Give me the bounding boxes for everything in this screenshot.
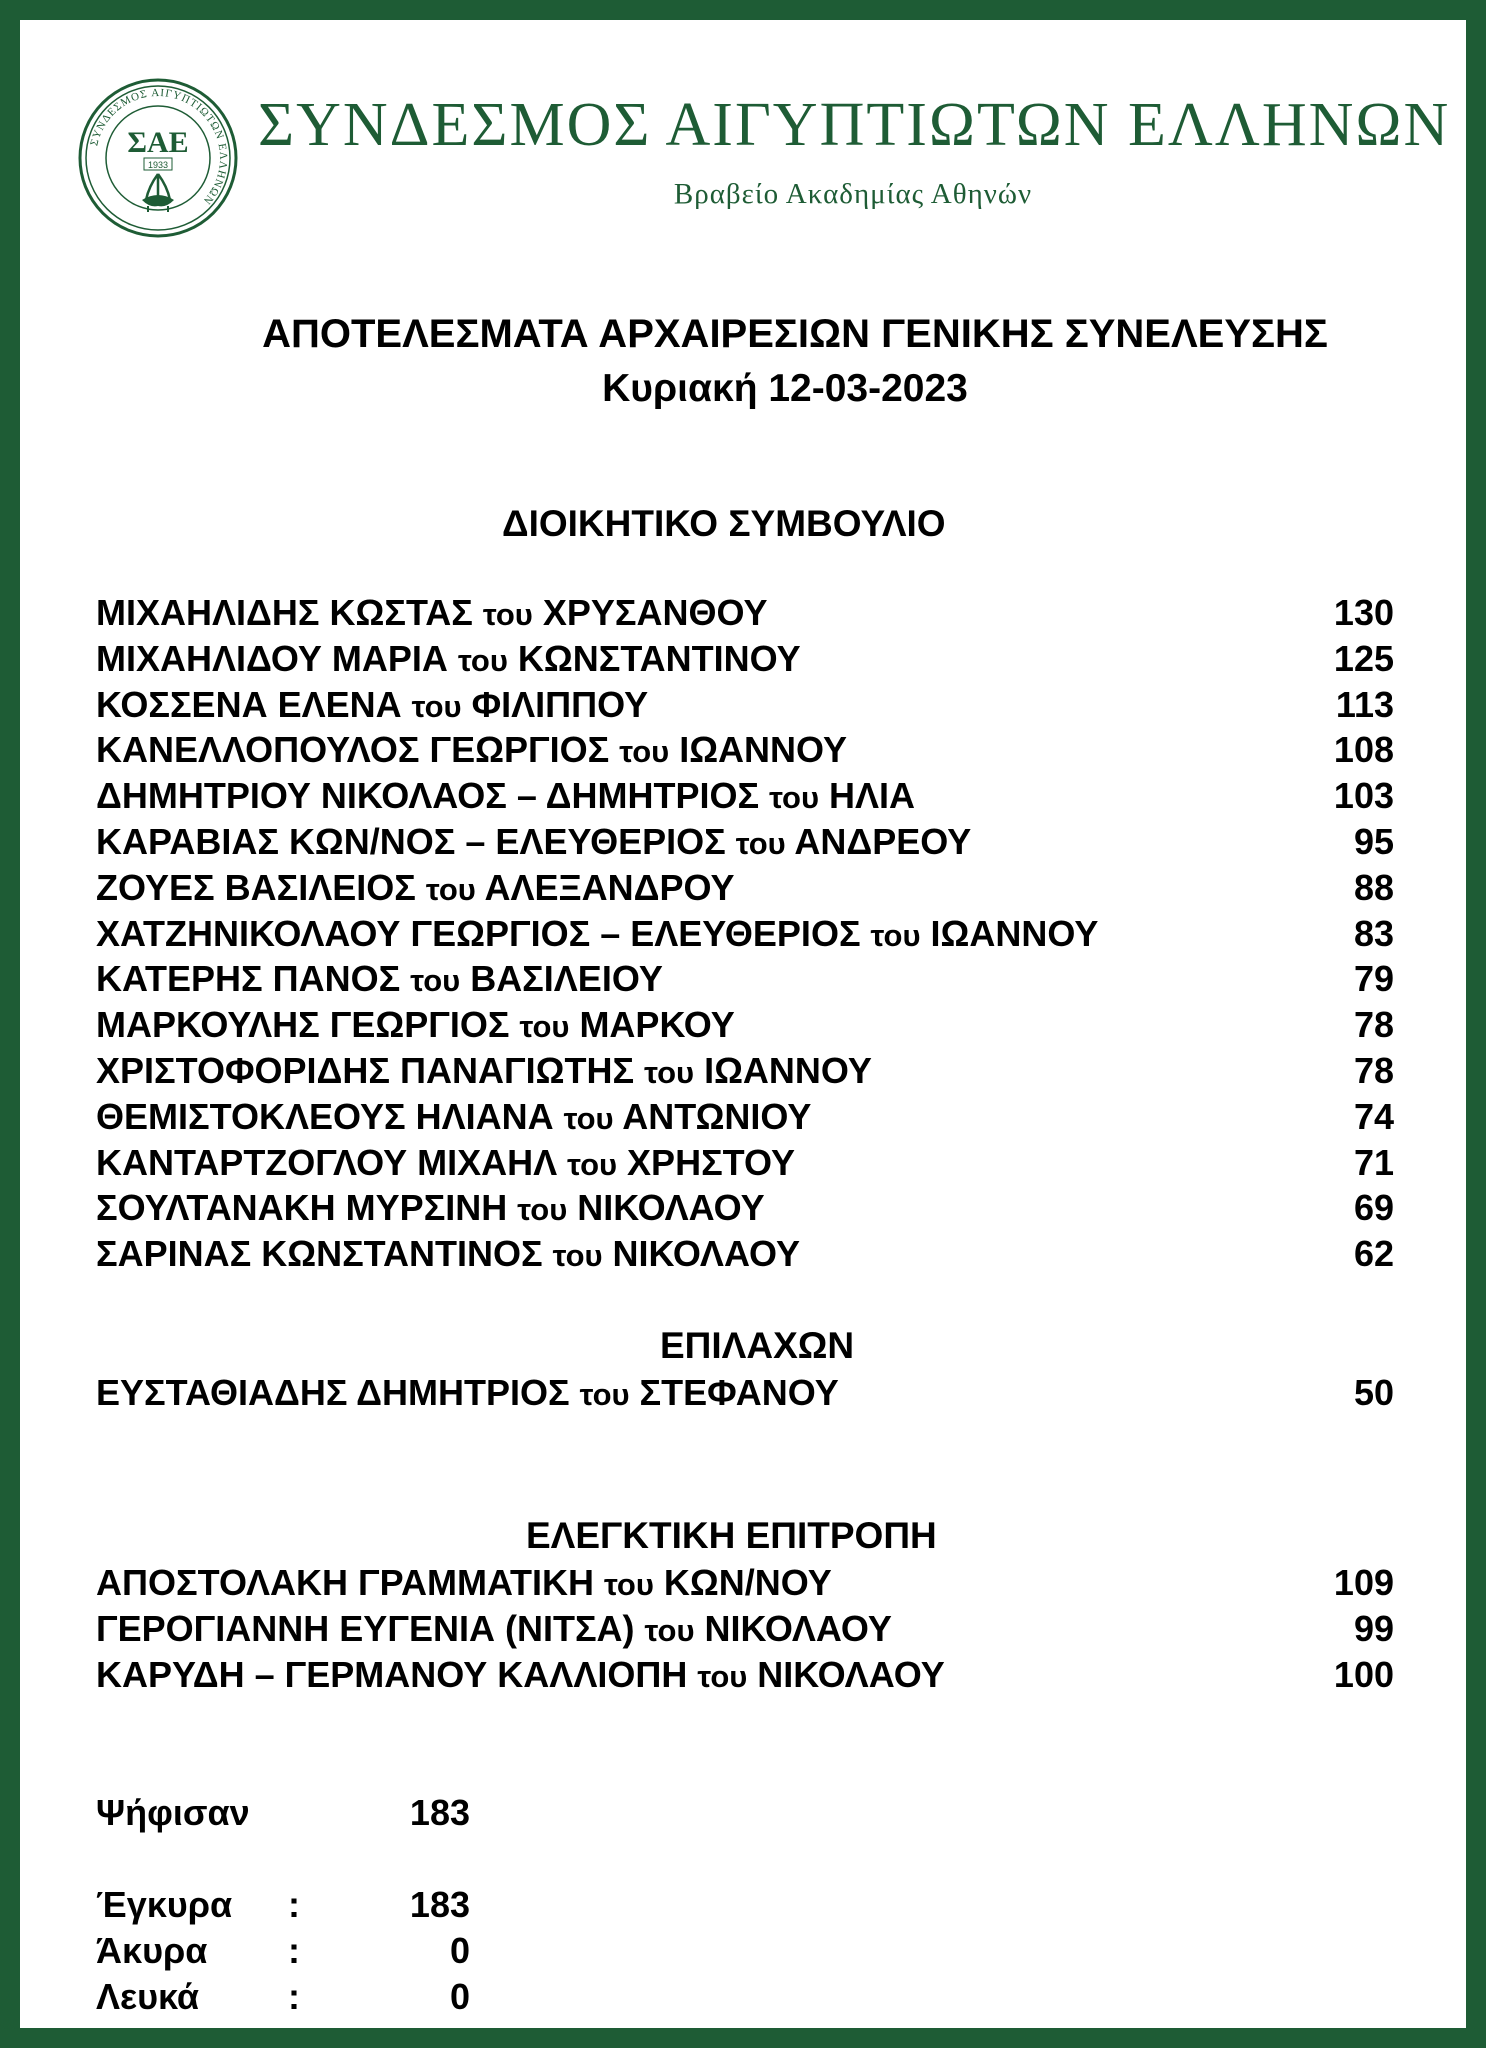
candidate-votes: 130 xyxy=(1333,592,1394,633)
candidate-surname-given: ΧΑΤΖΗΝΙΚΟΛΑΟΥ ΓΕΩΡΓΙΟΣ – ΕΛΕΥΘΕΡΙΟΣ xyxy=(96,912,871,954)
candidate-surname-given: ΓΕΡΟΓΙΑΝΝΗ ΕΥΓΕΝΙΑ (ΝΙΤΣΑ) xyxy=(96,1608,645,1649)
candidate-votes: 71 xyxy=(1353,1141,1394,1183)
candidate-surname-given: ΜΑΡΚΟΥΛΗΣ ΓΕΩΡΓΙΟΣ xyxy=(96,1004,520,1046)
document-date: Κυριακή 12-03-2023 xyxy=(602,367,968,410)
candidate-votes: 100 xyxy=(1333,1654,1394,1695)
audit-heading: ΕΛΕΓΚΤΙΚΗ ΕΠΙΤΡΟΠΗ xyxy=(526,1515,937,1556)
org-name: ΣΥΝΔΕΣΜΟΣ ΑΙΓΥΠΤΙΩΤΩΝ ΕΛΛΗΝΩΝ xyxy=(258,91,1451,159)
candidate-surname-given: ΔΗΜΗΤΡΙΟΥ ΝΙΚΟΛΑΟΣ – ΔΗΜΗΤΡΙΟΣ xyxy=(96,775,770,817)
svg-text:1933: 1933 xyxy=(147,160,169,170)
candidate-name xyxy=(96,956,663,1004)
blank-colon: : xyxy=(288,1976,300,2017)
candidate-tou: του xyxy=(517,1192,568,1228)
candidate-name xyxy=(96,911,1098,959)
candidate-surname-given: ΕΥΣΤΑΘΙΑΔΗΣ ΔΗΜΗΤΡΙΟΣ xyxy=(96,1372,580,1413)
candidate-father-name: ΚΩΝ/ΝΟΥ xyxy=(653,1562,832,1603)
document-title: ΑΠΟΤΕΛΕΣΜΑΤΑ ΑΡΧΑΙΡΕΣΙΩΝ ΓΕΝΙΚΗΣ ΣΥΝΕΛΕΥΣΗΣ xyxy=(262,312,1328,356)
candidate-votes: 83 xyxy=(1353,912,1394,954)
candidate-name xyxy=(96,1606,892,1654)
candidate-father-name: ΣΤΕΦΑΝΟΥ xyxy=(629,1372,839,1413)
candidate-votes: 109 xyxy=(1333,1562,1394,1603)
candidate-father-name: ΒΑΣΙΛΕΙΟΥ xyxy=(460,958,663,1000)
result-row xyxy=(96,1231,1394,1277)
candidate-name xyxy=(96,1652,945,1700)
valid-value: 183 xyxy=(409,1884,470,1925)
candidate-surname-given: ΣΑΡΙΝΑΣ ΚΩΝΣΤΑΝΤΙΝΟΣ xyxy=(96,1233,553,1275)
candidate-name xyxy=(96,1560,832,1608)
invalid-value: 0 xyxy=(449,1930,470,1971)
candidate-father-name: ΝΙΚΟΛΑΟΥ xyxy=(567,1187,765,1229)
candidate-father-name: ΑΝΤΩΝΙΟΥ xyxy=(613,1095,812,1137)
candidate-votes: 103 xyxy=(1333,775,1394,817)
candidate-tou: του xyxy=(552,1238,603,1274)
invalid-label: Άκυρα xyxy=(96,1930,208,1971)
candidate-name xyxy=(96,1185,765,1233)
result-row xyxy=(96,1185,1394,1231)
result-row xyxy=(96,773,1394,819)
result-row xyxy=(96,1048,1394,1094)
candidate-tou: του xyxy=(579,1377,630,1412)
candidate-name xyxy=(96,1002,735,1050)
candidate-tou: του xyxy=(644,1613,695,1648)
candidate-votes: 79 xyxy=(1353,958,1394,1000)
result-row xyxy=(96,590,1394,636)
svg-text:ΣΑΕ: ΣΑΕ xyxy=(127,126,189,159)
candidate-surname-given: ΚΑΡΥΔΗ – ΓΕΡΜΑΝΟΥ ΚΑΛΛΙΟΠΗ xyxy=(96,1654,698,1695)
candidate-tou: του xyxy=(619,734,670,770)
candidate-name xyxy=(96,727,847,775)
candidate-surname-given: ΣΟΥΛΤΑΝΑΚΗ ΜΥΡΣΙΝΗ xyxy=(96,1187,518,1229)
candidate-votes: 99 xyxy=(1353,1608,1394,1649)
result-row xyxy=(96,1560,1394,1606)
candidate-name xyxy=(96,1140,795,1188)
candidate-father-name: ΝΙΚΟΛΑΟΥ xyxy=(747,1654,945,1695)
candidate-votes: 108 xyxy=(1333,729,1394,771)
candidate-votes: 50 xyxy=(1353,1372,1394,1413)
candidate-father-name: ΦΙΛΙΠΠΟΥ xyxy=(461,683,649,725)
result-row xyxy=(96,1652,1394,1698)
candidate-father-name: ΗΛΙΑ xyxy=(819,775,916,817)
candidate-tou: του xyxy=(603,1567,654,1602)
candidate-votes: 113 xyxy=(1335,683,1394,725)
candidate-tou: του xyxy=(644,1055,695,1090)
candidate-father-name: ΝΙΚΟΛΑΟΥ xyxy=(694,1608,892,1649)
candidate-name xyxy=(96,1048,872,1096)
candidate-name xyxy=(96,682,648,730)
candidate-father-name: ΝΙΚΟΛΑΟΥ xyxy=(602,1233,800,1275)
candidate-name xyxy=(96,773,915,821)
result-row xyxy=(96,1370,1394,1416)
candidate-surname-given: ΘΕΜΙΣΤΟΚΛΕΟΥΣ ΗΛΙΑΝΑ xyxy=(96,1095,564,1137)
candidate-name xyxy=(96,590,768,638)
candidate-tou: του xyxy=(870,917,921,953)
candidate-surname-given: ΚΑΝΤΑΡΤΖΟΓΛΟΥ ΜΙΧΑΗΛ xyxy=(96,1141,568,1183)
candidate-surname-given: ΜΙΧΑΗΛΙΔΟΥ ΜΑΡΙΑ xyxy=(96,637,458,679)
candidate-tou: του xyxy=(410,963,461,999)
candidate-surname-given: ΚΑΝΕΛΛΟΠΟΥΛΟΣ ΓΕΩΡΓΙΟΣ xyxy=(96,729,620,771)
result-row xyxy=(96,1606,1394,1652)
candidate-name xyxy=(96,1231,800,1279)
result-row xyxy=(96,819,1394,865)
candidate-father-name: ΑΛΕΞΑΝΔΡΟΥ xyxy=(475,866,735,908)
board-heading: ΔΙΟΙΚΗΤΙΚΟ ΣΥΜΒΟΥΛΙΟ xyxy=(502,503,946,544)
candidate-tou: του xyxy=(769,780,820,816)
candidate-tou: του xyxy=(697,1659,748,1694)
candidate-father-name: ΧΡΗΣΤΟΥ xyxy=(617,1141,796,1183)
result-row xyxy=(96,865,1394,911)
candidate-votes: 78 xyxy=(1353,1050,1394,1091)
result-row xyxy=(96,1094,1394,1140)
candidate-father-name: ΧΡΥΣΑΝΘΟΥ xyxy=(532,592,768,633)
svg-text:ΣΥΝΔΕΣΜΟΣ ΑΙΓΥΠΤΙΩΤΩΝ ΕΛΛΗΝΩΝ: ΣΥΝΔΕΣΜΟΣ ΑΙΓΥΠΤΙΩΤΩΝ ΕΛΛΗΝΩΝ xyxy=(88,86,230,208)
candidate-father-name: ΚΩΝΣΤΑΝΤΙΝΟΥ xyxy=(507,637,801,679)
valid-label: Έγκυρα xyxy=(96,1884,233,1925)
org-logo-seal xyxy=(78,78,238,238)
result-row xyxy=(96,682,1394,728)
candidate-father-name: ΙΩΑΝΝΟΥ xyxy=(694,1050,872,1091)
blank-label: Λευκά xyxy=(96,1976,200,2017)
candidate-father-name: ΜΑΡΚΟΥ xyxy=(569,1004,735,1046)
candidate-surname-given: ΚΟΣΣΕΝΑ ΕΛΕΝΑ xyxy=(96,683,412,725)
alternates-heading: ΕΠΙΛΑΧΩΝ xyxy=(660,1325,855,1366)
candidate-tou: του xyxy=(563,1100,614,1136)
candidate-votes: 74 xyxy=(1353,1095,1394,1137)
org-subtitle: Βραβείο Ακαδημίας Αθηνών xyxy=(673,178,1033,210)
candidate-name xyxy=(96,819,971,867)
valid-colon: : xyxy=(288,1884,300,1925)
result-row xyxy=(96,1002,1394,1048)
result-row xyxy=(96,636,1394,682)
voted-value: 183 xyxy=(409,1792,470,1833)
candidate-tou: του xyxy=(519,1009,570,1045)
candidate-name xyxy=(96,636,801,684)
candidate-father-name: ΙΩΑΝΝΟΥ xyxy=(920,912,1099,954)
result-row xyxy=(96,956,1394,1002)
candidate-surname-given: ΧΡΙΣΤΟΦΟΡΙΔΗΣ ΠΑΝΑΓΙΩΤΗΣ xyxy=(96,1050,645,1091)
candidate-surname-given: ΚΑΡΑΒΙΑΣ ΚΩΝ/ΝΟΣ – ΕΛΕΥΘΕΡΙΟΣ xyxy=(96,821,736,862)
result-row xyxy=(96,727,1394,773)
voted-label: Ψήφισαν xyxy=(96,1792,250,1833)
candidate-tou: του xyxy=(457,642,508,678)
candidate-father-name: ΑΝΔΡΕΟΥ xyxy=(785,821,972,862)
blank-value: 0 xyxy=(449,1976,470,2017)
candidate-votes: 62 xyxy=(1353,1233,1394,1275)
candidate-tou: του xyxy=(482,597,533,632)
result-row xyxy=(96,911,1394,957)
candidate-name xyxy=(96,1370,839,1418)
candidate-name xyxy=(96,1094,811,1142)
invalid-colon: : xyxy=(288,1930,300,1971)
candidate-surname-given: ΚΑΤΕΡΗΣ ΠΑΝΟΣ xyxy=(96,958,411,1000)
candidate-father-name: ΙΩΑΝΝΟΥ xyxy=(669,729,848,771)
candidate-tou: του xyxy=(411,688,462,724)
candidate-name xyxy=(96,865,735,913)
candidate-tou: του xyxy=(425,871,476,907)
candidate-votes: 88 xyxy=(1353,866,1394,908)
candidate-tou: του xyxy=(735,826,786,861)
candidate-votes: 78 xyxy=(1353,1004,1394,1046)
candidate-votes: 125 xyxy=(1333,637,1394,679)
candidate-votes: 95 xyxy=(1353,821,1394,862)
candidate-surname-given: ΜΙΧΑΗΛΙΔΗΣ ΚΩΣΤΑΣ xyxy=(96,592,483,633)
result-row xyxy=(96,1140,1394,1186)
candidate-surname-given: ΑΠΟΣΤΟΛΑΚΗ ΓΡΑΜΜΑΤΙΚΗ xyxy=(96,1562,604,1603)
candidate-votes: 69 xyxy=(1353,1187,1394,1229)
candidate-tou: του xyxy=(567,1146,618,1182)
candidate-surname-given: ΖΟΥΕΣ ΒΑΣΙΛΕΙΟΣ xyxy=(96,866,426,908)
